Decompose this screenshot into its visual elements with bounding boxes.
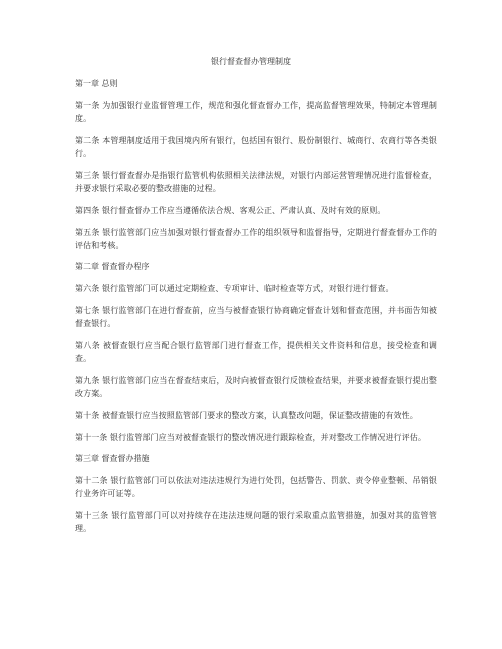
article-paragraph: 第一条 为加强银行业监督管理工作，规范和强化督查督办工作，提高监督管理效果，特制定本管理制度。	[75, 101, 437, 123]
article-paragraph: 第三条 银行督查督办是指银行监管机构依照相关法律法规，对银行内部运营管理情况进行监督检查，并要求银行采取必要的整改措施的过程。	[75, 171, 437, 193]
article-paragraph: 第二条 本管理制度适用于我国境内所有银行，包括国有银行、股份制银行、城商行、农商行等各类银行。	[75, 136, 437, 158]
chapter-heading: 第三章 督查督办措施	[75, 454, 150, 463]
chapter-heading: 第二章 督查督办程序	[75, 262, 150, 271]
article-paragraph: 第十一条 银行监管部门应当对被督查银行的整改情况进行跟踪检查，并对整改工作情况进行评估。	[75, 433, 426, 442]
article-paragraph: 第四条 银行督查督办工作应当遵循依法合规、客观公正、严肃认真、及时有效的原则。	[75, 206, 386, 215]
article-paragraph: 第五条 银行监管部门应当加强对银行督查督办工作的组织领导和监督指导，定期进行督查督办工作的评估和考核。	[75, 228, 437, 250]
article-paragraph: 第十条 被督查银行应当按照监管部门要求的整改方案，认真整改问题，保证整改措施的有效性。	[75, 411, 418, 420]
chapter-heading: 第一章 总则	[75, 79, 118, 88]
article-paragraph: 第八条 被督查银行应当配合银行监管部门进行督查工作，提供相关文件资料和信息，接受检查和调查。	[75, 341, 437, 363]
document-body	[75, 78, 437, 544]
article-paragraph: 第十三条 银行监管部门可以对持续存在违法违规问题的银行采取重点监管措施，加强对其的监管管理。	[75, 511, 437, 533]
article-paragraph: 第七条 银行监管部门在进行督查前，应当与被督查银行协商确定督查计划和督查范围，并书面告知被督查银行。	[75, 306, 437, 328]
article-paragraph: 第十二条 银行监管部门可以依法对违法违规行为进行处罚，包括警告、罚款、责令停业整顿、吊销银行业务许可证等。	[75, 476, 437, 498]
article-paragraph: 第六条 银行监管部门可以通过定期检查、专项审计、临时检查等方式，对银行进行督查。	[75, 284, 394, 293]
article-paragraph: 第九条 银行监管部门应当在督查结束后，及时向被督查银行反馈检查结果，并要求被督查银行提出整改方案。	[75, 376, 437, 398]
document-title: 银行督查督办管理制度	[211, 57, 291, 66]
